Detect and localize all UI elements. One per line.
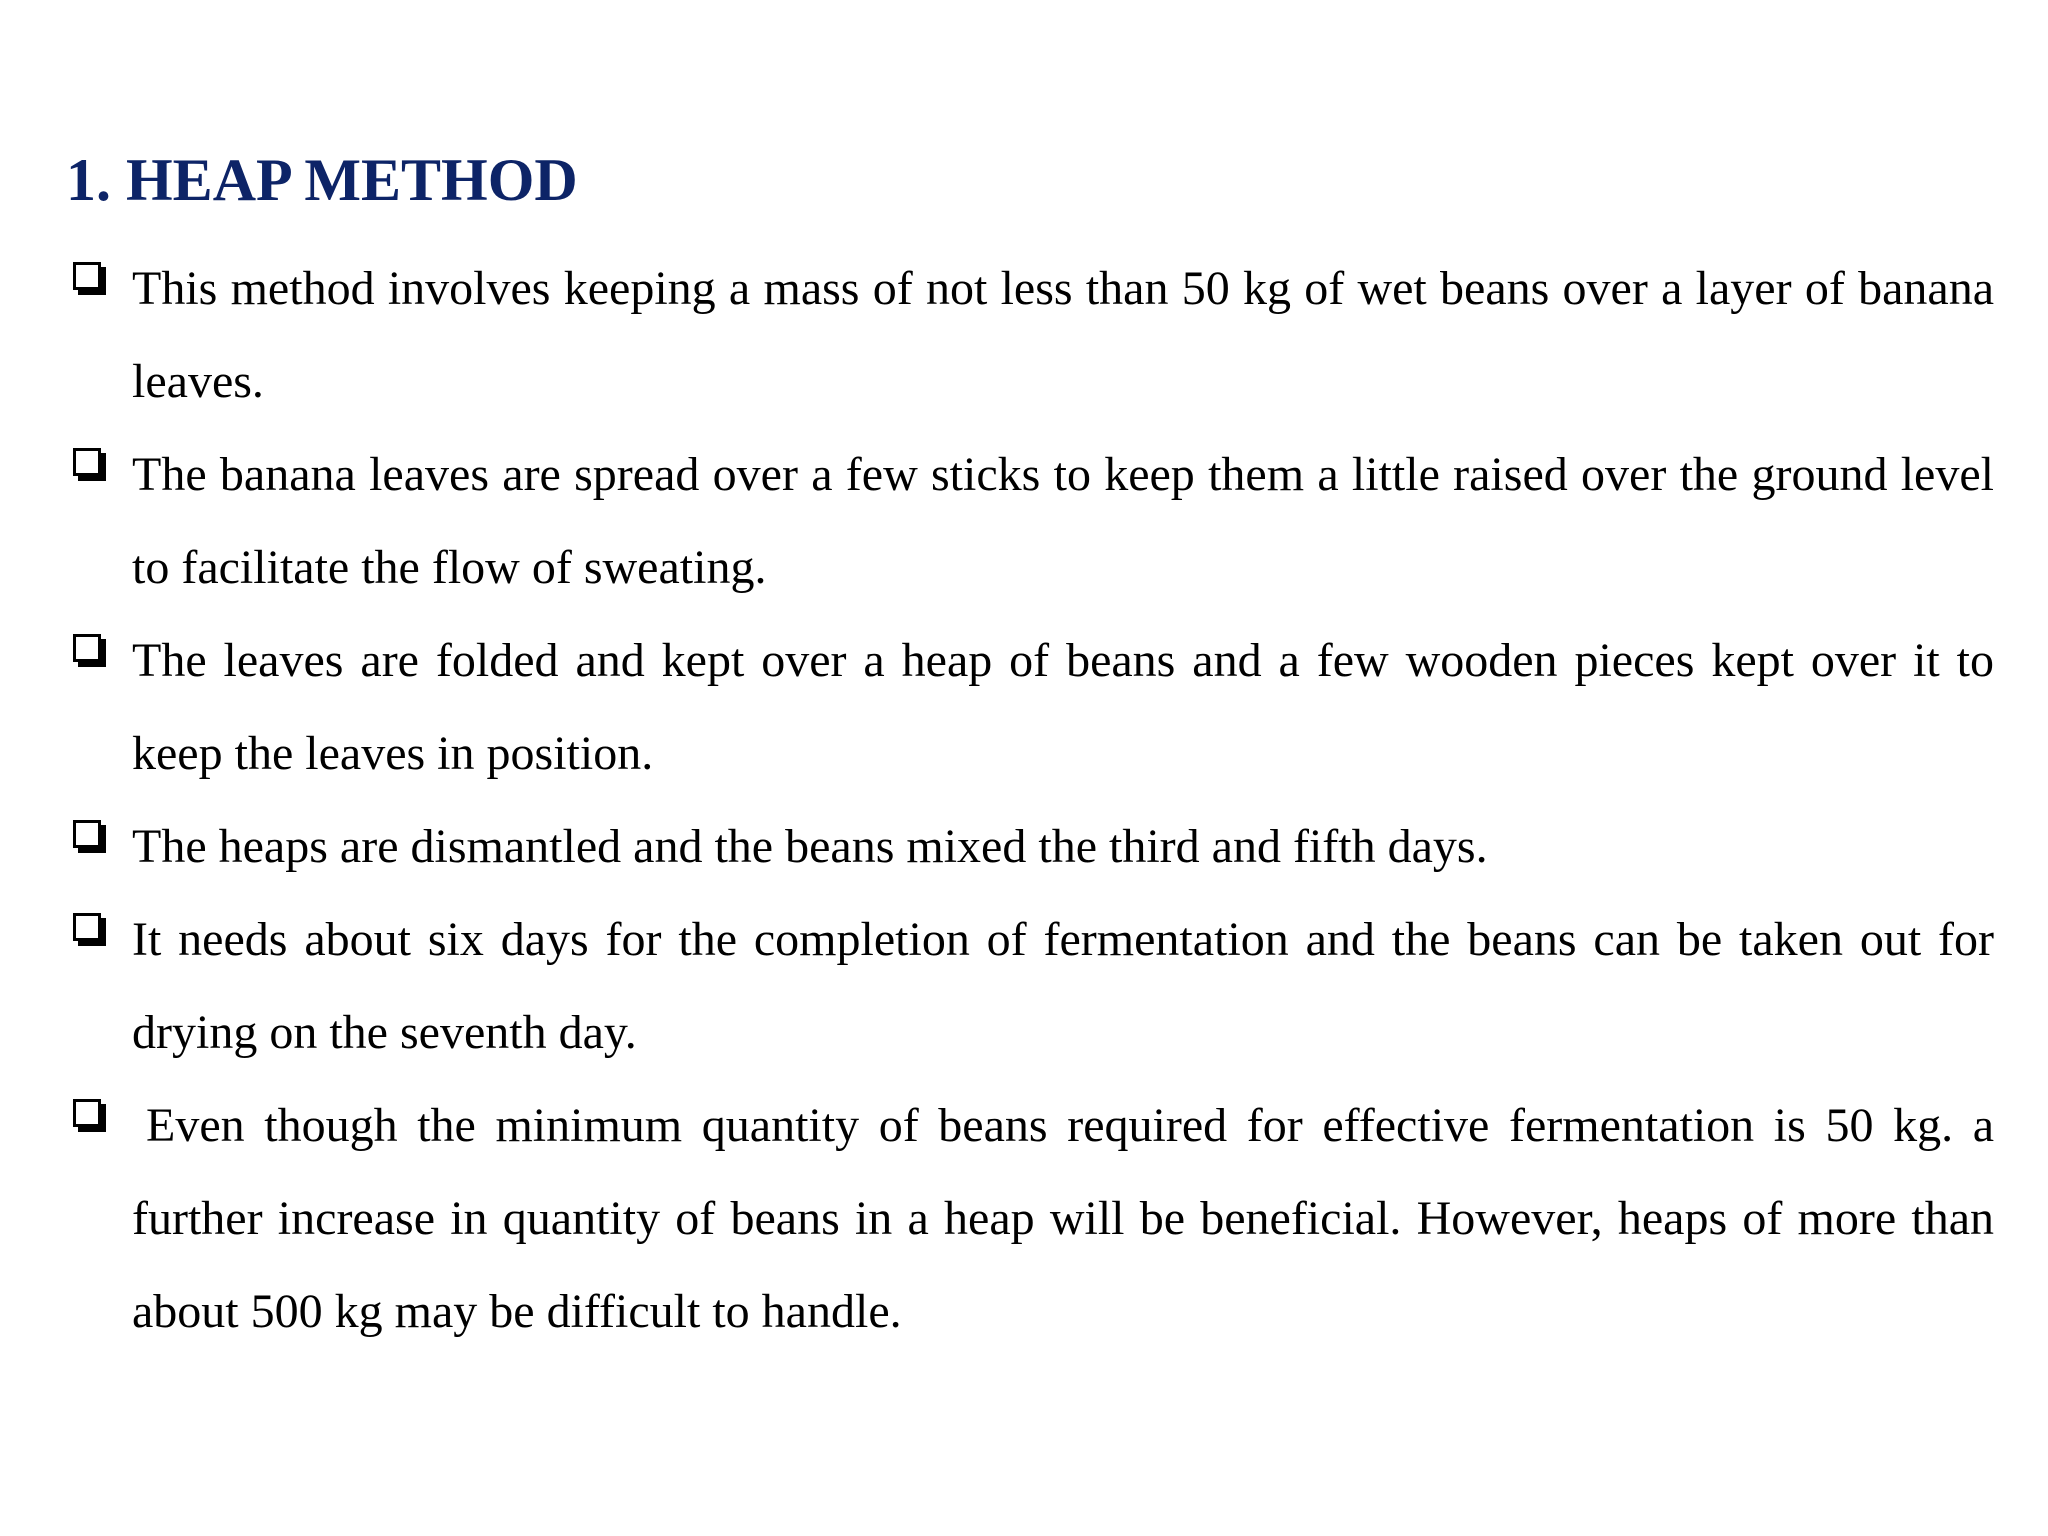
list-item <box>66 1079 1994 1358</box>
list-item <box>66 242 1994 428</box>
checkbox-square-icon <box>73 913 101 941</box>
bullet-text: This method involves keeping a mass of not less than 50 kg of wet beans over a layer of banana leaves. <box>132 262 1994 408</box>
bullet-text: The leaves are folded and kept over a heap of beans and a few wooden pieces kept over it to keep the leaves in position. <box>132 634 1994 780</box>
bullet-list <box>66 242 1994 1358</box>
list-item <box>66 428 1994 614</box>
checkbox-square-icon <box>73 820 101 848</box>
bullet-text: The banana leaves are spread over a few sticks to keep them a little raised over the ground level to facilitate the flow of sweating. <box>132 448 1994 594</box>
list-item <box>66 614 1994 800</box>
slide-title: 1. HEAP METHOD <box>66 147 578 213</box>
checkbox-square-icon <box>73 1099 101 1127</box>
bullet-text: The heaps are dismantled and the beans mixed the third and fifth days. <box>132 820 1488 873</box>
checkbox-square-icon <box>73 448 101 476</box>
list-item <box>66 800 1994 893</box>
checkbox-square-icon <box>73 634 101 662</box>
bullet-text: It needs about six days for the completion of fermentation and the beans can be taken out for drying on the seventh day. <box>132 913 1994 1059</box>
bullet-text: Even though the minimum quantity of beans required for effective fermentation is 50 kg. a further increase in quantity of beans in a heap will be beneficial. However, heaps of more than about 500 kg may be difficult to handle. <box>132 1099 1994 1338</box>
checkbox-square-icon <box>73 262 101 290</box>
list-item <box>66 893 1994 1079</box>
